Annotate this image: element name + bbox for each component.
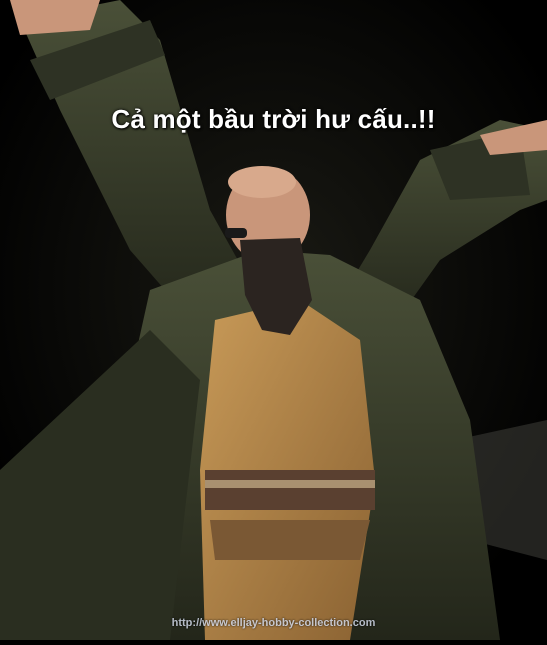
meme-caption: Cả một bầu trời hư cấu..!! [111, 104, 436, 134]
left-hand [10, 0, 100, 35]
sash [210, 520, 370, 560]
microphone [225, 228, 247, 238]
watermark-url: http://www.elljay-hobby-collection.com [171, 617, 376, 629]
belt-stripe [205, 480, 375, 488]
bald-crown [228, 166, 296, 198]
belt [205, 470, 375, 510]
